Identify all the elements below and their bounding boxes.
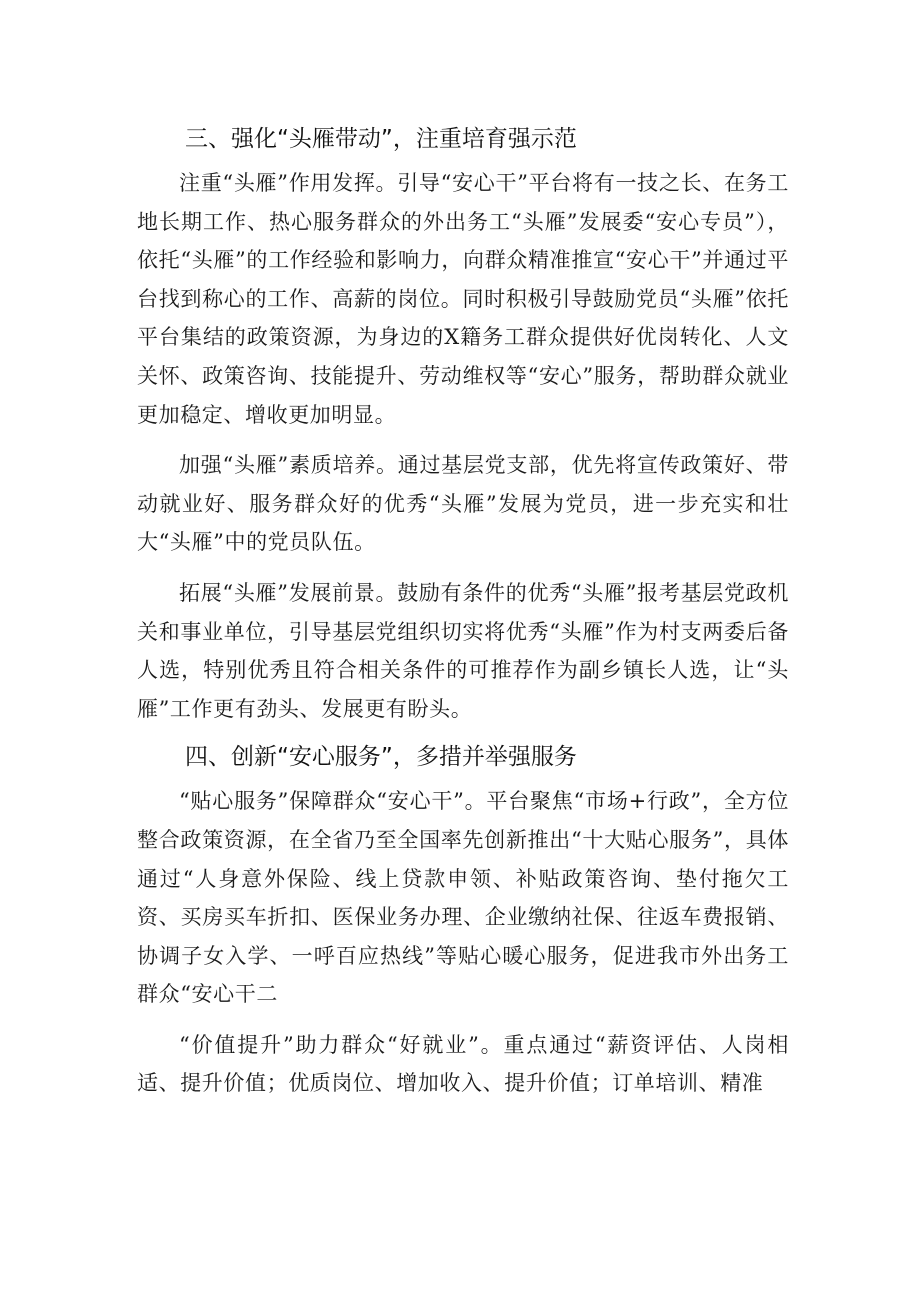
section-4-paragraph-1: “贴心服务”保障群众“安心干”。平台聚焦“市场+行政”，全方位整合政策资源，在全省乃至全国率先创新推出“十大贴心服务”，具体通过“人身意外保险、线上贷款申领、补贴政策咨询、垫付拖欠工资、买房买车折扣、医保业务办理、企业缴纳社保、往返车费报销、协调子女入学、一呼百应热线”等贴心暖心服务，促进我市外出务工群众“安心干二	[137, 789, 789, 1007]
section-4-paragraph-2: “价值提升”助力群众“好就业”。重点通过“薪资评估、人岗相适、提升价值；优质岗位、增加收入、提升价值；订单培训、精准	[137, 1032, 789, 1096]
section-3-paragraph-1: 注重“头雁”作用发挥。引导“安心干”平台将有一技之长、在务工地长期工作、热心服务群众的外出务工“头雁”发展委“安心专员”），依托“头雁”的工作经验和影响力，向群众精准推宣“安心干”并通过平台找到称心的工作、高薪的岗位。同时积极引导鼓励党员“头雁”依托平台集结的政策资源，为身边的X籍务工群众提供好优岗转化、人文关怀、政策咨询、技能提升、劳动维权等“安心”服务，帮助群众就业更加稳定、增收更加明显。	[137, 171, 789, 427]
section-3-heading: 三、强化“头雁带动”，注重培育强示范	[185, 126, 577, 152]
document-body	[137, 118, 789, 1115]
section-3-paragraph-2: 加强“头雁”素质培养。通过基层党支部，优先将宣传政策好、带动就业好、服务群众好的优秀“头雁”发展为党员，进一步充实和壮大“头雁”中的党员队伍。	[137, 453, 789, 555]
section-4-heading: 四、创新“安心服务”，多措并举强服务	[185, 744, 577, 771]
section-3-paragraph-3: 拓展“头雁”发展前景。鼓励有条件的优秀“头雁”报考基层党政机关和事业单位，引导基层党组织切实将优秀“头雁”作为村支两委后备人选，特别优秀且符合相关条件的可推荐作为副乡镇长人选，让“头雁”工作更有劲头、发展更有盼头。	[137, 580, 789, 721]
